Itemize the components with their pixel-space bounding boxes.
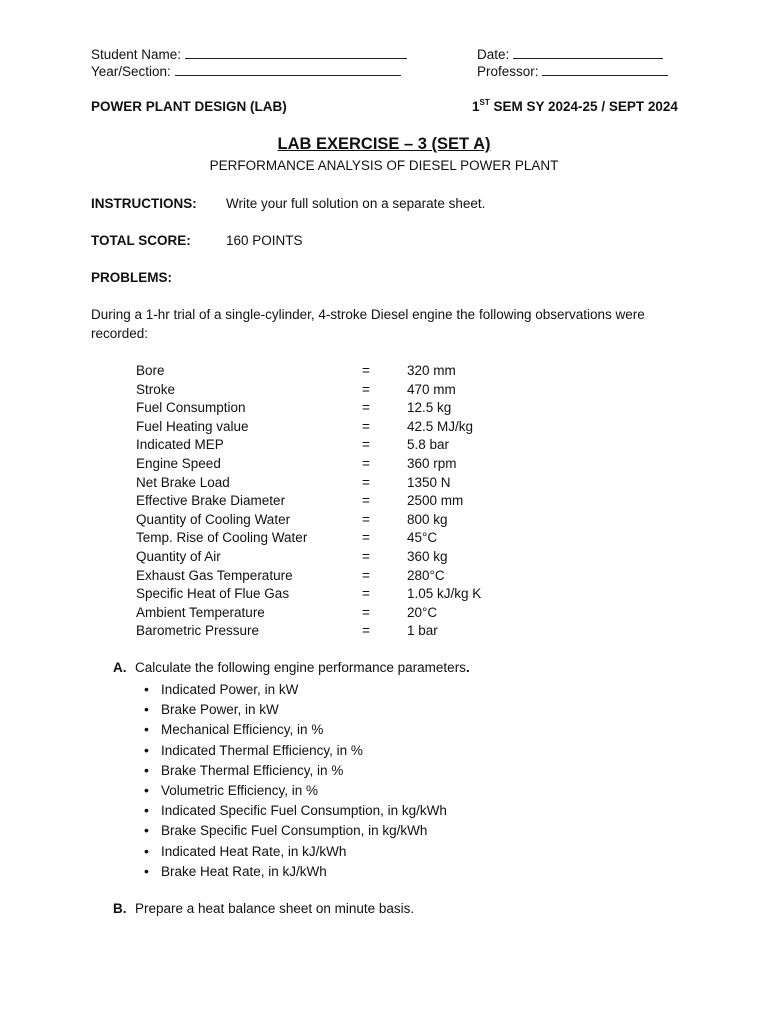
problems-label: PROBLEMS: (91, 270, 172, 285)
given-equals: = (362, 437, 370, 453)
given-row (136, 456, 696, 474)
given-value: 1.05 kJ/kg K (407, 586, 482, 602)
given-row (136, 530, 696, 548)
given-equals: = (362, 474, 370, 490)
instructions-label: INSTRUCTIONS: (91, 196, 197, 211)
bullet-icon: • (144, 681, 149, 697)
list-item-text: Volumetric Efficiency, in % (161, 783, 319, 798)
given-equals: = (362, 623, 370, 639)
given-row (136, 382, 696, 400)
professor-blank (542, 63, 668, 76)
part-a-text (135, 660, 470, 675)
given-value: 360 kg (407, 549, 448, 564)
given-label: Quantity of Air (136, 549, 221, 564)
given-equals: = (362, 418, 370, 434)
given-label: Fuel Heating value (136, 418, 249, 434)
given-row (136, 605, 696, 623)
given-label: Net Brake Load (136, 474, 230, 490)
given-label: Barometric Pressure (136, 623, 260, 639)
given-equals: = (362, 381, 370, 397)
given-label: Bore (136, 363, 165, 378)
given-label: Indicated MEP (136, 437, 224, 453)
given-equals: = (362, 549, 370, 564)
list-item-text: Indicated Heat Rate, in kJ/kWh (161, 843, 347, 859)
given-value: 800 kg (407, 511, 448, 527)
list-item-text: Indicated Thermal Efficiency, in % (161, 742, 363, 758)
part-a-instruction: Calculate the following engine performance parameters (135, 660, 466, 675)
date-label: Date: (477, 47, 510, 62)
semester-rest: SEM SY 2024-25 / SEPT 2024 (489, 99, 678, 114)
exercise-title: LAB EXERCISE – 3 (SET A) (277, 135, 491, 153)
problem-intro-line2: recorded: (91, 326, 149, 341)
student-name-field (91, 46, 407, 62)
list-item (144, 681, 298, 697)
list-item (144, 701, 279, 717)
list-item (144, 762, 343, 778)
given-label: Stroke (136, 381, 176, 397)
given-value: 2500 mm (407, 493, 464, 509)
given-equals: = (362, 511, 370, 527)
given-label: Exhaust Gas Temperature (136, 567, 293, 583)
list-item (144, 863, 327, 879)
given-equals: = (362, 456, 370, 471)
year-section-field (91, 63, 401, 79)
list-item-text: Brake Specific Fuel Consumption, in kg/kWh (161, 823, 428, 839)
date-blank (513, 46, 663, 59)
given-row (136, 512, 696, 530)
part-a-letter: A. (113, 660, 127, 675)
list-item (144, 742, 363, 758)
student-name-blank (185, 46, 407, 59)
year-section-blank (175, 63, 401, 76)
given-row (136, 475, 696, 493)
bullet-icon: • (144, 862, 149, 879)
list-item (144, 822, 427, 838)
list-item-text: Indicated Specific Fuel Consumption, in kg/kWh (161, 803, 447, 819)
given-equals: = (362, 530, 370, 546)
student-name-label: Student Name: (91, 47, 182, 62)
given-equals: = (362, 567, 370, 583)
given-row (136, 549, 696, 567)
bullet-icon: • (144, 761, 149, 778)
semester-number: 1 (472, 99, 480, 114)
given-row (136, 363, 696, 381)
given-value: 20°C (407, 604, 438, 620)
professor-label: Professor: (477, 64, 539, 79)
given-row (136, 568, 696, 586)
given-value: 320 mm (407, 363, 456, 378)
course-name: POWER PLANT DESIGN (LAB) (91, 99, 287, 114)
given-label: Temp. Rise of Cooling Water (136, 530, 308, 546)
list-item (144, 802, 447, 818)
given-equals: = (362, 604, 370, 620)
part-a-period: . (465, 660, 470, 675)
given-value: 1 bar (407, 623, 438, 639)
instructions-text: Write your full solution on a separate sheet. (226, 196, 486, 211)
given-value: 280°C (407, 567, 445, 583)
given-row (136, 586, 696, 604)
given-value: 45°C (407, 530, 438, 546)
given-row (136, 437, 696, 455)
list-item-text: Brake Power, in kW (161, 702, 279, 718)
given-value: 42.5 MJ/kg (407, 418, 474, 434)
given-label: Effective Brake Diameter (136, 493, 286, 509)
exercise-subtitle: PERFORMANCE ANALYSIS OF DIESEL POWER PLANT (209, 158, 559, 173)
list-item (144, 721, 323, 737)
bullet-icon: • (144, 822, 149, 839)
list-item-text: Brake Heat Rate, in kJ/kWh (161, 863, 327, 879)
given-label: Specific Heat of Flue Gas (136, 586, 290, 602)
part-b-text: Prepare a heat balance sheet on minute basis. (135, 901, 415, 916)
given-label: Quantity of Cooling Water (136, 511, 291, 527)
bullet-icon: • (144, 721, 149, 738)
bullet-icon: • (144, 842, 149, 859)
given-label: Ambient Temperature (136, 604, 265, 620)
given-label: Fuel Consumption (136, 400, 246, 416)
bullet-icon: • (144, 802, 149, 819)
bullet-icon: • (144, 701, 149, 718)
year-section-label: Year/Section: (91, 64, 171, 79)
given-value: 5.8 bar (407, 437, 450, 453)
given-value: 360 rpm (407, 456, 457, 471)
given-row (136, 419, 696, 437)
given-equals: = (362, 493, 370, 509)
problem-intro-line1: During a 1-hr trial of a single-cylinder, 4-stroke Diesel engine the following observations were (91, 307, 645, 322)
given-equals: = (362, 586, 370, 602)
given-label: Engine Speed (136, 456, 221, 471)
given-row (136, 493, 696, 511)
semester-info (472, 99, 678, 114)
given-value: 12.5 kg (407, 400, 452, 416)
given-row (136, 623, 696, 641)
date-field (477, 46, 663, 62)
list-item-text: Brake Thermal Efficiency, in % (161, 762, 344, 778)
given-value: 470 mm (407, 381, 456, 397)
list-item (144, 843, 346, 859)
total-score-label: TOTAL SCORE: (91, 233, 191, 248)
semester-superscript: ST (479, 98, 490, 107)
given-row (136, 400, 696, 418)
list-item-text: Mechanical Efficiency, in % (161, 722, 324, 738)
bullet-icon: • (144, 741, 149, 758)
part-b-letter: B. (113, 901, 127, 916)
given-value: 1350 N (407, 474, 451, 490)
bullet-icon: • (144, 782, 149, 798)
given-equals: = (362, 400, 370, 416)
total-score-text: 160 POINTS (226, 233, 303, 248)
list-item-text: Indicated Power, in kW (161, 682, 299, 697)
given-equals: = (362, 363, 370, 378)
list-item (144, 782, 318, 798)
professor-field (477, 63, 668, 79)
